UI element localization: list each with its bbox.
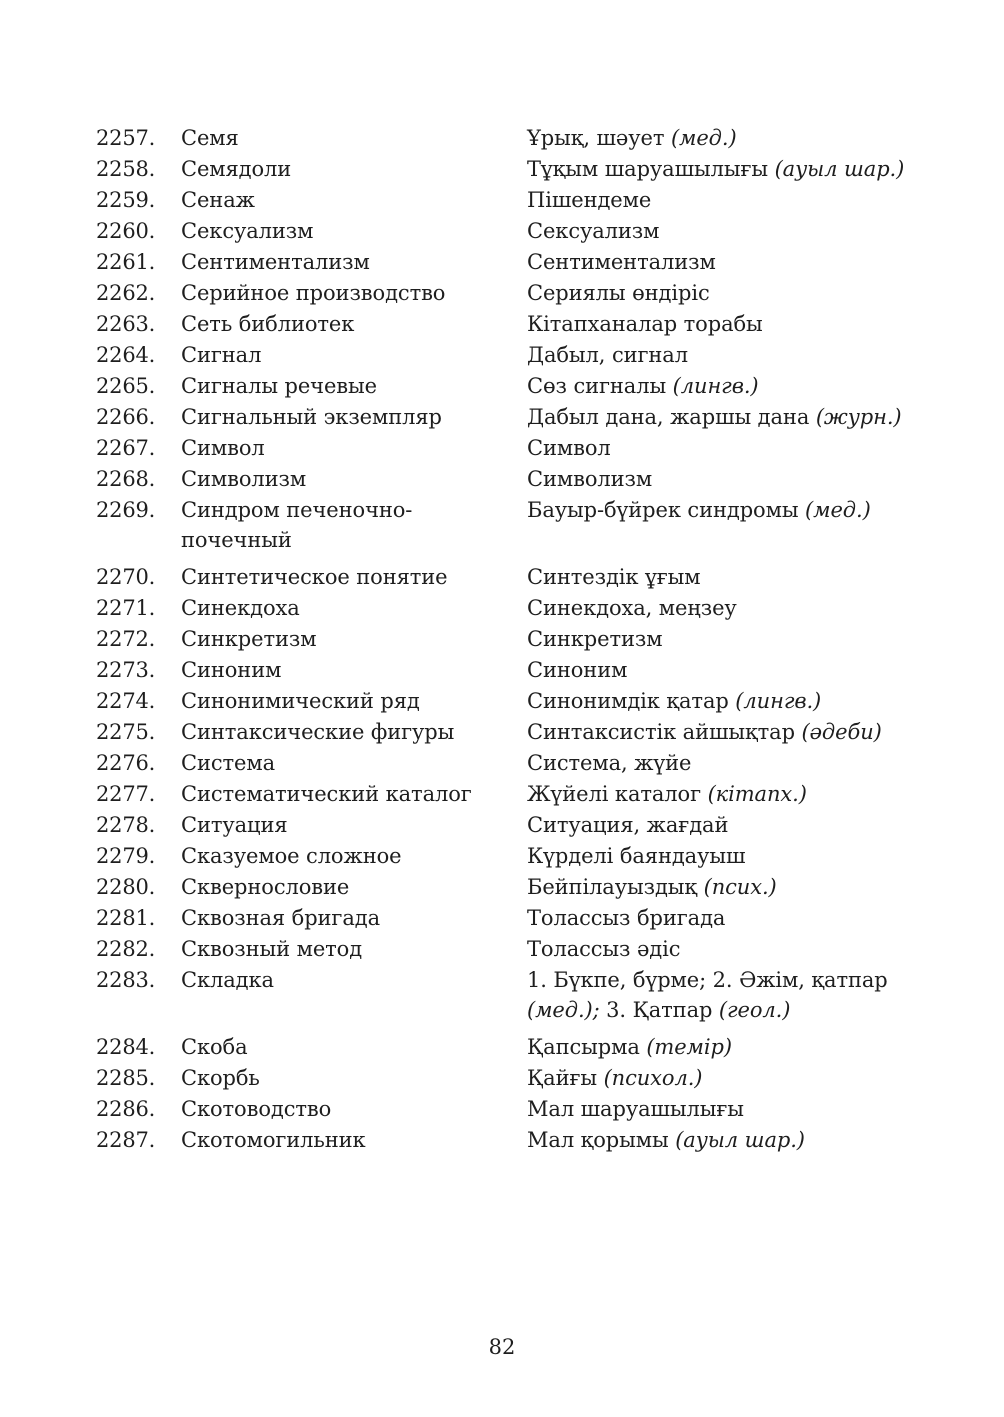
- kazakh-translation: [527, 464, 922, 494]
- translation-text: Сөз сигналы: [527, 374, 667, 398]
- glossary-entry: [0, 716, 1004, 747]
- translation-text: Толассыз әдіс: [527, 937, 681, 961]
- translation-text: Бауыр-бүйрек синдромы: [527, 498, 799, 522]
- kazakh-translation: [527, 562, 922, 592]
- russian-term: Сигнальный экземпляр: [181, 405, 442, 429]
- russian-term: Система: [181, 751, 276, 775]
- glossary-entry: [0, 685, 1004, 716]
- entry-number: 2257.: [96, 126, 156, 150]
- entry-number: 2282.: [96, 937, 156, 961]
- translation-text: Синонимдік қатар: [527, 689, 729, 713]
- entry-number: 2271.: [96, 596, 156, 620]
- russian-term: Символ: [181, 436, 265, 460]
- russian-term: Синкретизм: [181, 627, 317, 651]
- kazakh-translation: [527, 495, 922, 525]
- domain-note: (мед.): [670, 126, 737, 150]
- entry-number: 2260.: [96, 219, 156, 243]
- russian-term-line: почечный: [181, 528, 292, 552]
- russian-term: Скорбь: [181, 1066, 260, 1090]
- translation-text: Сентиментализм: [527, 250, 716, 274]
- entry-number: 2272.: [96, 627, 156, 651]
- glossary-entry: [0, 902, 1004, 933]
- russian-term: Синтаксические фигуры: [181, 720, 455, 744]
- glossary-entry: [0, 215, 1004, 246]
- domain-note: (темір): [646, 1035, 732, 1059]
- entry-number: 2267.: [96, 436, 156, 460]
- russian-term: Систематический каталог: [181, 782, 472, 806]
- domain-note: (мед.): [805, 498, 871, 522]
- translation-text: Ситуация, жағдай: [527, 813, 729, 837]
- kazakh-translation: [527, 340, 922, 370]
- russian-term: Серийное производство: [181, 281, 446, 305]
- glossary-list: [0, 122, 1004, 1155]
- kazakh-translation: [527, 686, 922, 716]
- translation-text: Тұқым шаруашылығы: [527, 157, 768, 181]
- russian-term: Сигнал: [181, 343, 262, 367]
- glossary-entry: [0, 871, 1004, 902]
- domain-note: (лингв.): [672, 374, 759, 398]
- entry-number: 2286.: [96, 1097, 156, 1121]
- entry-number: 2278.: [96, 813, 156, 837]
- glossary-entry: [0, 809, 1004, 840]
- glossary-entry: [0, 184, 1004, 215]
- entry-number: 2265.: [96, 374, 156, 398]
- kazakh-translation: [527, 247, 922, 277]
- translation-text: Символизм: [527, 467, 653, 491]
- domain-note: (әдеби): [801, 720, 882, 744]
- glossary-entry: [0, 964, 1004, 1031]
- kazakh-translation: [527, 1125, 922, 1155]
- entry-number: 2287.: [96, 1128, 156, 1152]
- russian-term: Синоним: [181, 658, 282, 682]
- russian-term: Сеть библиотек: [181, 312, 355, 336]
- kazakh-translation: [527, 123, 922, 153]
- kazakh-translation: [527, 872, 922, 902]
- kazakh-translation: [527, 154, 922, 184]
- translation-text: Сериялы өндіріс: [527, 281, 710, 305]
- russian-term: Скоба: [181, 1035, 248, 1059]
- entry-number: 2275.: [96, 720, 156, 744]
- translation-text: Ұрық, шәует: [527, 126, 665, 150]
- entry-number: 2261.: [96, 250, 156, 274]
- translation-text: Кітапханалар торабы: [527, 312, 763, 336]
- entry-number: 2277.: [96, 782, 156, 806]
- translation-text: Күрделі баяндауыш: [527, 844, 746, 868]
- domain-note: (псих.): [703, 875, 777, 899]
- kazakh-translation: [527, 402, 922, 432]
- russian-term: Семядоли: [181, 157, 292, 181]
- russian-term: Сексуализм: [181, 219, 314, 243]
- glossary-entry: [0, 494, 1004, 561]
- translation-text: Символ: [527, 436, 611, 460]
- glossary-entry: [0, 246, 1004, 277]
- kazakh-translation: [527, 965, 922, 1025]
- entry-number: 2283.: [96, 968, 156, 992]
- entry-number: 2263.: [96, 312, 156, 336]
- glossary-entry: [0, 1093, 1004, 1124]
- domain-note: (кітапх.): [707, 782, 807, 806]
- russian-term-line: Синдром печеночно-: [181, 498, 413, 522]
- glossary-entry: [0, 339, 1004, 370]
- glossary-entry: [0, 561, 1004, 592]
- translation-text: Толассыз бригада: [527, 906, 726, 930]
- kazakh-translation: [527, 309, 922, 339]
- translation-text: Синекдоха, меңзеу: [527, 596, 737, 620]
- translation-text: Дабыл дана, жаршы дана: [527, 405, 810, 429]
- russian-term: Сквозный метод: [181, 937, 363, 961]
- glossary-entry: [0, 933, 1004, 964]
- russian-term: Символизм: [181, 467, 307, 491]
- domain-note: (лингв.): [735, 689, 822, 713]
- russian-term: Сигналы речевые: [181, 374, 377, 398]
- translation-text: Пішендеме: [527, 188, 652, 212]
- entry-number: 2284.: [96, 1035, 156, 1059]
- translation-text: 3. Қатпар: [599, 998, 719, 1022]
- kazakh-translation: [527, 433, 922, 463]
- glossary-entry: [0, 1031, 1004, 1062]
- entry-number: 2281.: [96, 906, 156, 930]
- kazakh-translation: [527, 934, 922, 964]
- kazakh-translation: [527, 593, 922, 623]
- entry-number: 2285.: [96, 1066, 156, 1090]
- russian-term: Синонимический ряд: [181, 689, 420, 713]
- glossary-entry: [0, 401, 1004, 432]
- glossary-entry: [0, 778, 1004, 809]
- glossary-entry: [0, 370, 1004, 401]
- russian-term: Сквернословие: [181, 875, 350, 899]
- entry-number: 2262.: [96, 281, 156, 305]
- translation-text: Бейпілауыздық: [527, 875, 698, 899]
- translation-text: Қапсырма: [527, 1035, 640, 1059]
- translation-text: 1. Бүкпе, бүрме; 2. Әжім, қатпар: [527, 968, 888, 992]
- entry-number: 2274.: [96, 689, 156, 713]
- domain-note: (мед.);: [527, 998, 600, 1022]
- entry-number: 2264.: [96, 343, 156, 367]
- glossary-entry: [0, 747, 1004, 778]
- russian-term: Скотомогильник: [181, 1128, 366, 1152]
- russian-term: Складка: [181, 968, 274, 992]
- translation-text: Синтездік ұғым: [527, 565, 701, 589]
- translation-text: Жүйелі каталог: [527, 782, 701, 806]
- glossary-entry: [0, 840, 1004, 871]
- kazakh-translation: [527, 185, 922, 215]
- translation-text: Дабыл, сигнал: [527, 343, 688, 367]
- entry-number: 2266.: [96, 405, 156, 429]
- kazakh-translation: [527, 624, 922, 654]
- kazakh-translation: [527, 717, 922, 747]
- domain-note: (ауыл шар.): [774, 157, 905, 181]
- kazakh-translation: [527, 903, 922, 933]
- russian-term: Семя: [181, 126, 239, 150]
- entry-number: 2270.: [96, 565, 156, 589]
- entry-number: 2268.: [96, 467, 156, 491]
- russian-term: Сказуемое сложное: [181, 844, 402, 868]
- glossary-entry: [0, 122, 1004, 153]
- entry-number: 2279.: [96, 844, 156, 868]
- translation-text: Система, жүйе: [527, 751, 692, 775]
- glossary-entry: [0, 623, 1004, 654]
- kazakh-translation: [527, 371, 922, 401]
- kazakh-translation: [527, 655, 922, 685]
- kazakh-translation: [527, 1032, 922, 1062]
- russian-term: [181, 495, 501, 555]
- translation-text: Синтаксистік айшықтар: [527, 720, 795, 744]
- russian-term: Ситуация: [181, 813, 288, 837]
- domain-note: (ауыл шар.): [675, 1128, 805, 1152]
- entry-number: 2269.: [96, 498, 156, 522]
- kazakh-translation: [527, 216, 922, 246]
- glossary-entry: [0, 308, 1004, 339]
- russian-term: Сенаж: [181, 188, 255, 212]
- glossary-entry: [0, 277, 1004, 308]
- translation-text: Сексуализм: [527, 219, 660, 243]
- translation-text: Мал қорымы: [527, 1128, 669, 1152]
- entry-number: 2273.: [96, 658, 156, 682]
- page-number: 82: [488, 1335, 516, 1359]
- glossary-entry: [0, 463, 1004, 494]
- entry-number: 2280.: [96, 875, 156, 899]
- russian-term: Скотоводство: [181, 1097, 332, 1121]
- translation-text: Қайғы: [527, 1066, 597, 1090]
- kazakh-translation: [527, 779, 922, 809]
- russian-term: Синекдоха: [181, 596, 300, 620]
- kazakh-translation: [527, 278, 922, 308]
- glossary-entry: [0, 1062, 1004, 1093]
- entry-number: 2258.: [96, 157, 156, 181]
- kazakh-translation: [527, 1063, 922, 1093]
- translation-text: Синоним: [527, 658, 628, 682]
- domain-note: (геол.): [718, 998, 791, 1022]
- russian-term: Сквозная бригада: [181, 906, 381, 930]
- russian-term: Синтетическое понятие: [181, 565, 448, 589]
- entry-number: 2259.: [96, 188, 156, 212]
- kazakh-translation: [527, 810, 922, 840]
- kazakh-translation: [527, 1094, 922, 1124]
- domain-note: (журн.): [815, 405, 902, 429]
- domain-note: (психол.): [603, 1066, 703, 1090]
- glossary-entry: [0, 1124, 1004, 1155]
- translation-text: Мал шаруашылығы: [527, 1097, 744, 1121]
- russian-term: Сентиментализм: [181, 250, 370, 274]
- glossary-entry: [0, 654, 1004, 685]
- glossary-entry: [0, 432, 1004, 463]
- translation-text: Синкретизм: [527, 627, 663, 651]
- kazakh-translation: [527, 748, 922, 778]
- kazakh-translation: [527, 841, 922, 871]
- glossary-entry: [0, 153, 1004, 184]
- entry-number: 2276.: [96, 751, 156, 775]
- glossary-entry: [0, 592, 1004, 623]
